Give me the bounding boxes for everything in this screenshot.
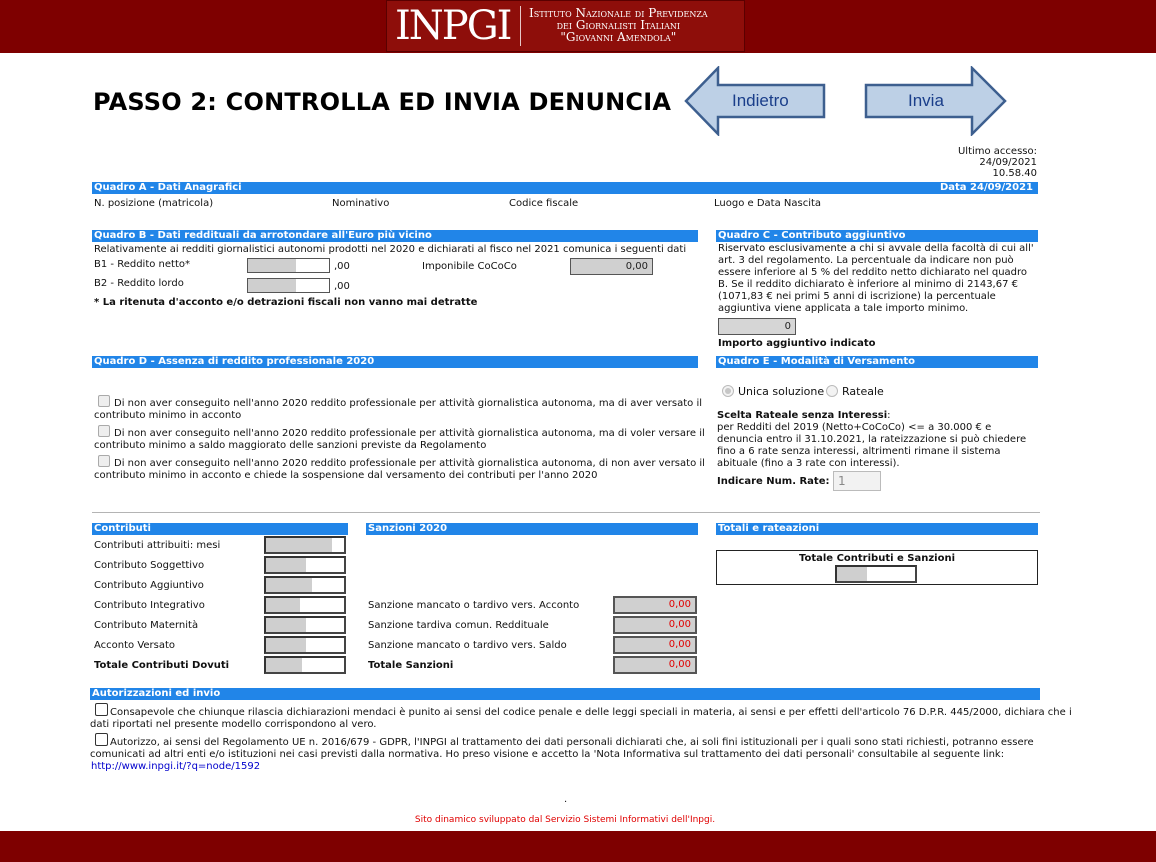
radio-rateale-label: Rateale — [842, 385, 884, 398]
inpgi-logo — [386, 0, 745, 52]
importo-aggiuntivo-label: Importo aggiuntivo indicato — [718, 338, 876, 349]
totale-box-title: Totale Contributi e Sanzioni — [798, 553, 955, 564]
quadro-b-intro: Relativamente ai redditi giornalistici autonomi prodotti nel 2020 e dichiarati al fisco nel 2021 comunica i seguenti dati — [94, 244, 687, 255]
num-rate-input[interactable]: 1 — [833, 471, 881, 491]
quadro-c-line6: aggiuntiva viene applicata a tale importo minimo. — [718, 303, 969, 314]
scelta-rateale-line2: denuncia entro il 31.10.2021, la rateizzazione si può chiedere — [717, 434, 1027, 445]
num-rate-label: Indicare Num. Rate: — [717, 476, 830, 487]
quadro-d-option-1 — [94, 398, 702, 422]
quadro-c-line3: essere inferiore al 5 % del reddito netto dichiarato nel quadro — [718, 267, 1028, 278]
contributo-soggettivo-input[interactable] — [264, 556, 346, 574]
scelta-rateale-text — [717, 410, 1039, 470]
b1-decimals: ,00 — [334, 261, 350, 272]
last-access-date: 24/09/2021 — [979, 157, 1037, 168]
dichiarazione-text — [90, 707, 1072, 731]
logo-separator — [520, 6, 521, 46]
contributi-row-label: Contributi attribuiti: mesi — [94, 540, 221, 551]
scelta-rateale-line3: fino a 6 rate senza interessi, altrimenti rimane il sistema — [717, 446, 1001, 457]
scelta-rateale-title-row — [717, 410, 1039, 422]
sanzioni-header: Sanzioni 2020 — [366, 523, 698, 535]
quadro-c-text — [718, 243, 1038, 315]
col-nominativo: Nominativo — [332, 198, 390, 209]
logo-line2: dei Giornalisti Italiani — [556, 18, 681, 32]
quadro-b-note: * La ritenuta d'acconto e/o detrazioni fiscali non vanno mai detratte — [94, 297, 478, 308]
contributo-integrativo-input[interactable] — [264, 596, 346, 614]
privacy-link[interactable]: http://www.inpgi.it/?q=node/1592 — [91, 761, 261, 772]
scelta-rateale-title: Scelta Rateale senza Interessi — [717, 410, 888, 421]
quadro-c-line5: (1071,83 € nei primi 5 anni di iscrizione) la percentuale — [718, 291, 996, 302]
quadro-c-line2: art. 3 del regolamento. La percentuale da indicare non può — [718, 255, 1014, 266]
quadro-d-option-3-line2: contributo minimo in acconto e chiede la sospensione dal versamento dei contributi per l'anno 2020 — [94, 470, 598, 481]
quadro-c-header: Quadro C - Contributo aggiuntivo — [716, 230, 1038, 242]
sanzione-acconto-value: 0,00 — [613, 596, 697, 614]
logo-word: INPGI — [395, 3, 511, 49]
dichiarazione-line2: dati riportati nel presente modello corrispondono al vero. — [90, 719, 377, 730]
col-codice-fiscale: Codice fiscale — [509, 198, 579, 209]
send-label: Invia — [908, 91, 944, 110]
totali-header: Totali e rateazioni — [716, 523, 1038, 535]
quadro-b-header: Quadro B - Dati reddituali da arrotondare all'Euro più vicino — [92, 230, 698, 242]
privacy-text — [90, 737, 1034, 761]
quadro-a-header — [92, 182, 1038, 194]
scelta-rateale-colon: : — [887, 410, 891, 421]
scelta-rateale-line4: abituale (fino a 3 rate con interessi). — [717, 458, 900, 469]
footer-credit: Sito dinamico sviluppato dal Servizio Sistemi Informativi dell'Inpgi. — [414, 815, 716, 825]
send-button[interactable] — [864, 66, 1007, 136]
contributo-aggiuntivo-input[interactable]: 0 — [718, 318, 796, 335]
contributi-row-label: Contributo Maternità — [94, 620, 199, 631]
bottom-bar — [0, 831, 1156, 862]
radio-unica-label: Unica soluzione — [738, 385, 825, 398]
contributi-row-label: Contributo Integrativo — [94, 600, 205, 611]
imponibile-label: Imponibile CoCoCo — [422, 261, 517, 272]
b2-label: B2 - Reddito lordo — [94, 278, 184, 289]
quadro-e-header: Quadro E - Modalità di Versamento — [716, 356, 1038, 368]
contributi-row-label: Contributo Soggettivo — [94, 560, 205, 571]
last-access-time: 10.58.40 — [992, 168, 1037, 179]
contributi-row-label: Contributo Aggiuntivo — [94, 580, 204, 591]
logo-line1: Istituto Nazionale di Previdenza — [529, 6, 708, 20]
quadro-a-date: Data 24/09/2021 — [939, 182, 1033, 193]
b2-decimals: ,00 — [334, 281, 350, 292]
back-button[interactable] — [684, 66, 826, 136]
scelta-rateale-line1: per Redditi del 2019 (Netto+CoCoCo) <= a 30.000 € e — [717, 422, 992, 433]
quadro-d-option-1-line2: contributo minimo in acconto — [94, 410, 242, 421]
sanzione-saldo-value: 0,00 — [613, 636, 697, 654]
contributo-maternita-input[interactable] — [264, 616, 346, 634]
b2-reddito-lordo-input[interactable] — [247, 278, 330, 293]
dichiarazione-line1: Consapevole che chiunque rilascia dichiarazioni mendaci è punito ai sensi del codice penale e delle leggi speciali in materia, ai sensi e per effetti dell'articolo 76 D.P.R. 445/2000, dichiara che i — [110, 707, 1072, 718]
last-access — [900, 146, 1037, 179]
contributo-aggiuntivo-field[interactable] — [264, 576, 346, 594]
quadro-d-header: Quadro D - Assenza di reddito professionale 2020 — [92, 356, 698, 368]
imponibile-cococo-value: 0,00 — [570, 258, 653, 275]
acconto-versato-input[interactable] — [264, 636, 346, 654]
sanzione-saldo-label: Sanzione mancato o tardivo vers. Saldo — [368, 640, 567, 651]
col-luogo-data: Luogo e Data Nascita — [714, 198, 822, 209]
totale-contributi-input[interactable] — [264, 656, 346, 674]
sanzione-reddituale-value: 0,00 — [613, 616, 697, 634]
radio-rateale[interactable] — [826, 385, 838, 397]
page-title: PASSO 2: CONTROLLA ED INVIA DENUNCIA — [93, 88, 672, 116]
totale-contributi-sanzioni-input[interactable] — [835, 565, 917, 583]
autorizzazioni-header: Autorizzazioni ed invio — [90, 688, 1040, 700]
sanzione-reddituale-label: Sanzione tardiva comun. Reddituale — [368, 620, 549, 631]
last-access-label: Ultimo accesso: — [957, 146, 1037, 157]
quadro-d-option-2 — [94, 428, 705, 452]
contributi-row-label: Acconto Versato — [94, 640, 176, 651]
contributi-header: Contributi — [92, 523, 348, 535]
b1-label: B1 - Reddito netto* — [94, 259, 190, 270]
totale-sanzioni-label: Totale Sanzioni — [368, 660, 454, 671]
totale-contributi-label: Totale Contributi Dovuti — [94, 660, 230, 671]
col-posizione: N. posizione (matricola) — [94, 198, 214, 209]
contributi-mesi-input[interactable] — [264, 536, 346, 554]
privacy-line1: Autorizzo, ai sensi del Regolamento UE n. 2016/679 - GDPR, l'INPGI al trattamento dei dati personali dichiarati che, ai soli fini istituzionali per i quali sono stati richiesti, potranno essere — [110, 737, 1034, 748]
quadro-c-line1: Riservato esclusivamente a chi si avvale della facoltà di cui all' — [718, 243, 1034, 254]
quadro-d-option-2-line1: Di non aver conseguito nell'anno 2020 reddito professionale per attività giornalistica autonoma, ma di voler versare il — [114, 428, 705, 439]
logo-subtitle — [529, 7, 708, 43]
section-divider — [92, 512, 1040, 513]
totale-box — [716, 550, 1038, 585]
privacy-line2: comunicati ad altri enti e/o istituzioni nei casi previsti dalla normativa. Ho preso visione e accetto la 'Nota Informativa sul trattamento dei dati personali' consultabile al seguente link: — [90, 749, 1005, 760]
sanzione-acconto-label: Sanzione mancato o tardivo vers. Acconto — [368, 600, 580, 611]
b1-reddito-netto-input[interactable] — [247, 258, 330, 273]
totale-sanzioni-value: 0,00 — [613, 656, 697, 674]
footer-dot: . — [564, 794, 568, 805]
logo-line3: "Giovanni Amendola" — [560, 30, 677, 44]
quadro-c-line4: B. Se il reddito dichiarato è inferiore al minimo di 2143,67 € — [718, 279, 1018, 290]
back-label: Indietro — [732, 91, 789, 110]
quadro-d-option-2-line2: contributo minimo a saldo maggiorato delle sanzioni previste da Regolamento — [94, 440, 487, 451]
radio-unica-soluzione[interactable] — [722, 385, 734, 397]
quadro-d-option-1-line1: Di non aver conseguito nell'anno 2020 reddito professionale per attività giornalistica autonoma, ma di aver versato il — [114, 398, 702, 409]
quadro-d-option-3-line1: Di non aver conseguito nell'anno 2020 reddito professionale per attività giornalistica autonoma, di non aver versato il — [114, 458, 705, 469]
quadro-d-option-3 — [94, 458, 705, 482]
quadro-a-title: Quadro A - Dati Anagrafici — [94, 182, 242, 193]
